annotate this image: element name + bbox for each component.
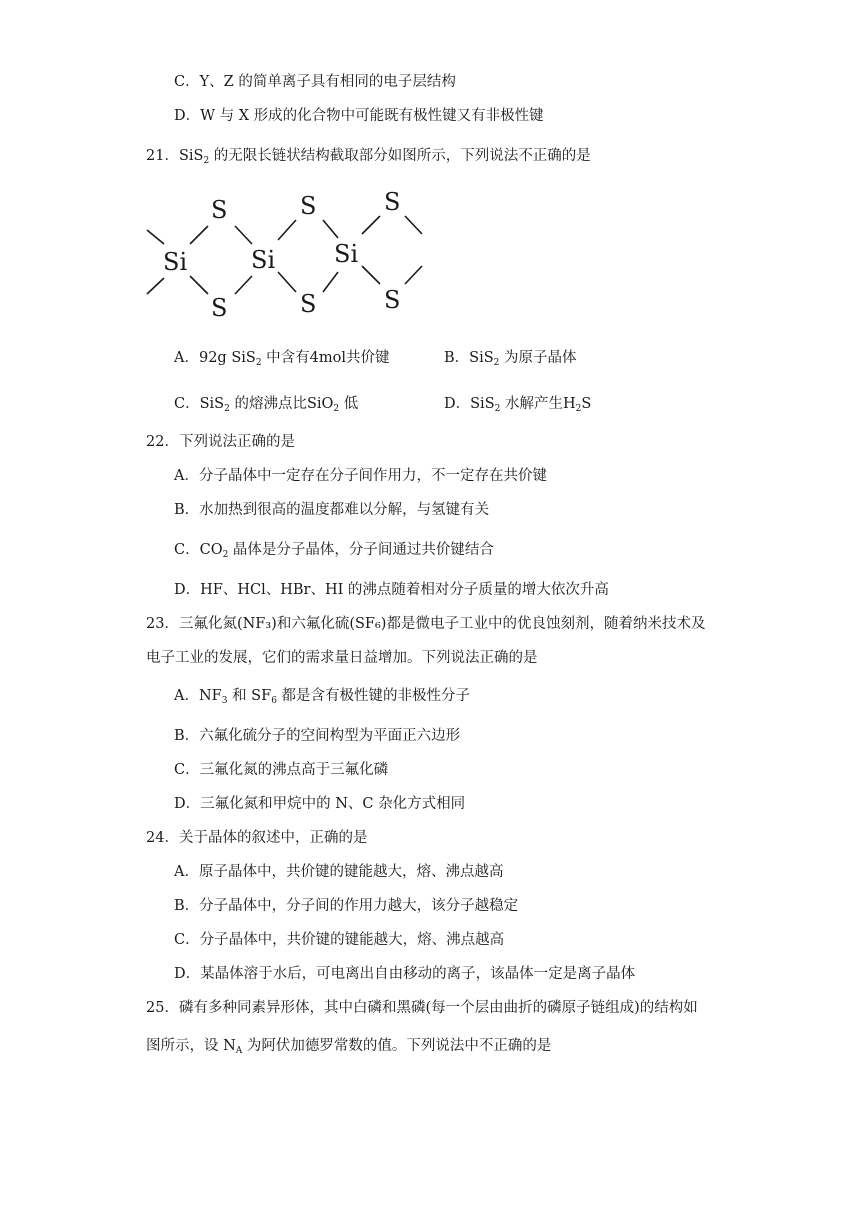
q24-option-a: A．原子晶体中，共价键的键能越大，熔、沸点越高 xyxy=(174,864,504,880)
bond-line xyxy=(405,216,422,234)
si-atom-label: Si xyxy=(163,248,188,276)
bond-line xyxy=(190,276,208,294)
s-atom-label: S xyxy=(211,294,228,322)
q21-number: 21． xyxy=(146,148,179,164)
q24-option-b: B．分子晶体中，分子间的作用力越大，该分子越稳定 xyxy=(174,898,519,914)
q20-option-c: C．Y、Z 的简单离子具有相同的电子层结构 xyxy=(174,74,456,90)
q23-stem-line1: 23．三氟化氮(NF₃)和六氟化硫(SF₆)都是微电子工业中的优良蚀刻剂，随着纳米技术及 xyxy=(146,616,706,632)
q25-stem-line1: 25．磷有多种同素异形体，其中白磷和黑磷(每一个层由曲折的磷原子链组成)的结构如 xyxy=(146,1000,698,1016)
q21-option-a: A．92g SiS$_2$ 中含有4mol共价键 xyxy=(174,350,390,368)
bond-line xyxy=(323,272,338,292)
bond-line xyxy=(323,220,338,238)
q20-option-d: D．W 与 X 形成的化合物中可能既有极性键又有非极性键 xyxy=(174,108,544,124)
s-atom-label: S xyxy=(384,286,401,314)
q24-option-c: C．分子晶体中，共价键的键能越大，熔、沸点越高 xyxy=(174,932,505,948)
q23-stem-line2: 电子工业的发展，它们的需求量日益增加。下列说法正确的是 xyxy=(146,650,538,666)
q23-option-d: D．三氟化氮和甲烷中的 N、C 杂化方式相同 xyxy=(174,796,466,812)
q22-option-c: C．$CO_2$ 晶体是分子晶体，分子间通过共价键结合 xyxy=(174,542,494,560)
q22-option-a: A．分子晶体中一定存在分子间作用力，不一定存在共价键 xyxy=(174,468,547,484)
q22-stem: 22．下列说法正确的是 xyxy=(146,434,295,450)
q22-option-d: D．HF、HCl、HBr、HI 的沸点随着相对分子质量的增大依次升高 xyxy=(174,582,609,598)
bond-line xyxy=(362,266,380,284)
q23-option-b: B．六氟化硫分子的空间构型为平面正六边形 xyxy=(174,728,461,744)
q23-option-c: C．三氟化氮的沸点高于三氟化磷 xyxy=(174,762,389,778)
bond-line xyxy=(147,230,164,244)
q21-stem: 21．SiS$_2$ 的无限长链状结构截取部分如图所示，下列说法不正确的是 xyxy=(146,148,591,166)
bond-line xyxy=(362,216,380,234)
bond-line xyxy=(405,266,422,284)
si-atom-label: Si xyxy=(251,246,276,274)
s-atom-label: S xyxy=(384,188,401,216)
bond-line xyxy=(235,226,252,244)
s-atom-label: S xyxy=(300,290,317,318)
s-atom-label: S xyxy=(300,192,317,220)
q24-stem: 24．关于晶体的叙述中，正确的是 xyxy=(146,830,368,846)
si-atom-label: Si xyxy=(334,240,359,268)
bond-line xyxy=(278,220,296,240)
bond-line xyxy=(235,276,252,294)
q21-option-b: B．SiS$_2$ 为原子晶体 xyxy=(444,350,577,368)
q22-option-b: B．水加热到很高的温度都难以分解，与氢键有关 xyxy=(174,502,490,518)
sis2-chain-structure-figure xyxy=(140,188,440,328)
q21-option-c: C．SiS$_2$ 的熔沸点比SiO$_2$ 低 xyxy=(174,396,359,414)
bond-line xyxy=(190,226,208,244)
bond-line xyxy=(147,278,164,294)
q21-option-d: D．SiS$_2$ 水解产生$H_2S$ xyxy=(444,396,592,414)
q25-stem-line2: 图所示，设 $N_A$ 为阿伏加德罗常数的值。下列说法中不正确的是 xyxy=(146,1038,552,1056)
bond-line xyxy=(278,272,296,292)
q23-option-a: A．$NF_3$ 和 $SF_6$ 都是含有极性键的非极性分子 xyxy=(174,688,471,706)
s-atom-label: S xyxy=(211,196,228,224)
q24-option-d: D．某晶体溶于水后，可电离出自由移动的离子，该晶体一定是离子晶体 xyxy=(174,966,636,982)
